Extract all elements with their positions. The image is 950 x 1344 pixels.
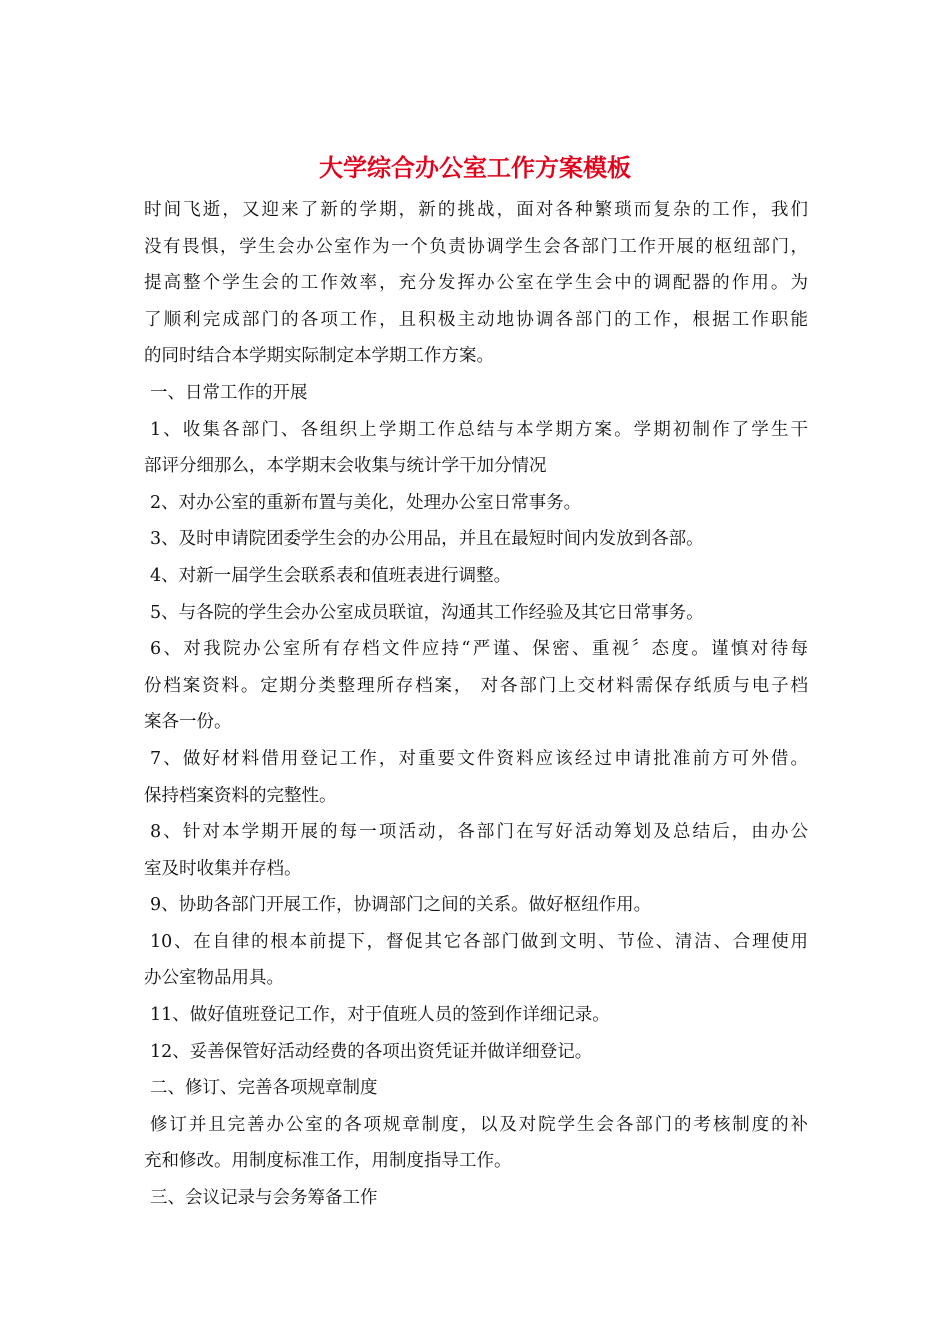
text-line: 11、做好值班登记工作，对于值班人员的签到作详细记录。 [150,1005,610,1026]
text-line: 6、对我院办公室所有存档文件应持“严谨、保密、重视〞态度。谨慎对待每 [150,639,808,660]
text-line: 12、妥善保管好活动经费的各项出资凭证并做详细登记。 [150,1041,593,1062]
text-line: 一、日常工作的开展 [150,382,308,403]
document-body [144,192,808,1217]
text-line: 7、做好材料借用登记工作，对重要文件资料应该经过申请批准前方可外借。 [150,748,808,769]
text-line: 9、协助各部门开展工作，协调部门之间的关系。做好枢纽作用。 [150,895,652,916]
text-line: 份档案资料。定期分类整理所存档案， 对各部门上交材料需保存纸质与电子档 [144,675,808,696]
text-line: 了顺利完成部门的各项工作，且积极主动地协调各部门的工作，根据工作职能 [144,309,808,330]
text-line: 办公室物品用具。 [144,968,284,989]
text-line: 没有畏惧，学生会办公室作为一个负责协调学生会各部门工作开展的枢纽部门， [144,236,808,257]
text-line: 部评分细那么，本学期末会收集与统计学干加分情况 [144,456,547,477]
text-line: 1、收集各部门、各组织上学期工作总结与本学期方案。学期初制作了学生干 [150,419,808,440]
text-line: 三、会议记录与会务筹备工作 [150,1188,378,1209]
text-line: 提高整个学生会的工作效率，充分发挥办公室在学生会中的调配器的作用。为 [144,273,808,294]
text-line: 时间飞逝，又迎来了新的学期，新的挑战，面对各种繁琐而复杂的工作，我们 [144,200,808,220]
text-line: 案各一份。 [144,712,232,733]
text-line: 二、修订、完善各项规章制度 [150,1078,378,1099]
text-line: 的同时结合本学期实际制定本学期工作方案。 [144,346,494,367]
text-line: 2、对办公室的重新布置与美化，处理办公室日常事务。 [150,492,582,513]
text-line: 充和修改。用制度标准工作，用制度指导工作。 [144,1151,512,1172]
text-line: 修订并且完善办公室的各项规章制度，以及对院学生会各部门的考核制度的补 [150,1114,808,1135]
text-line: 3、及时申请院团委学生会的办公用品，并且在最短时间内发放到各部。 [150,529,704,550]
text-line: 室及时收集并存档。 [144,858,302,879]
text-line: 4、对新一届学生会联系表和值班表进行调整。 [150,565,512,586]
text-line: 保持档案资料的完整性。 [144,785,337,806]
text-line: 8、针对本学期开展的每一项活动，各部门在写好活动筹划及总结后，由办公 [150,822,808,843]
text-line: 5、与各院的学生会办公室成员联谊，沟通其工作经验及其它日常事务。 [150,602,704,623]
text-line: 10、在自律的根本前提下，督促其它各部门做到文明、节俭、清洁、合理使用 [150,931,808,952]
document-title: 大学综合办公室工作方案模板 [319,153,631,182]
